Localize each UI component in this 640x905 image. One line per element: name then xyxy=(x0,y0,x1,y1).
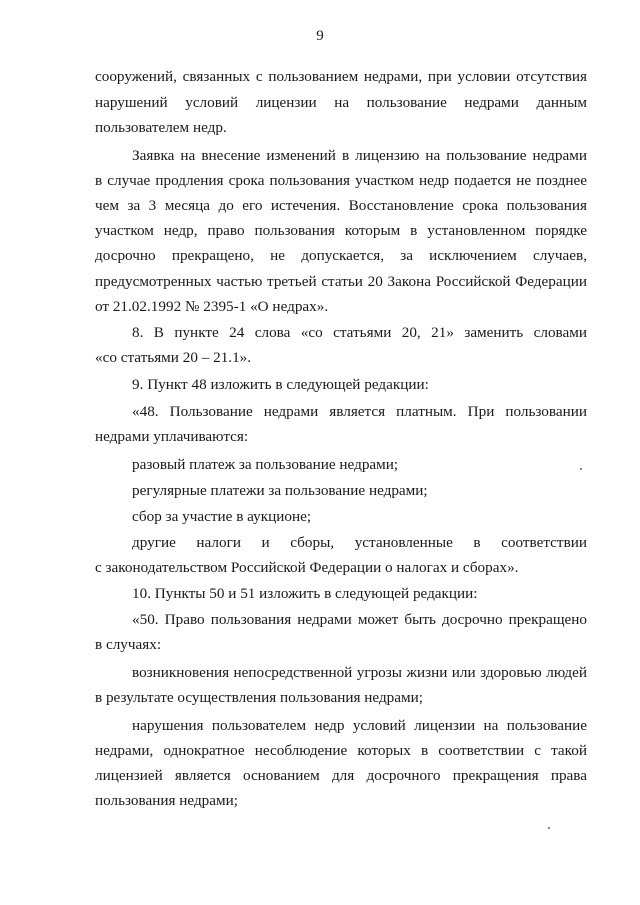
text-line: предусмотренных частью третьей статьи 20 Закона Российской Федерации xyxy=(95,273,587,290)
scan-speck xyxy=(580,468,582,470)
text-line: сбор за участие в аукционе; xyxy=(132,508,312,525)
text-line: нарушения пользователем недр условий лицензии на пользование xyxy=(132,717,587,734)
text-line: «со статьями 20 – 21.1». xyxy=(95,349,252,366)
text-line: сооружений, связанных с пользованием недрами, при условии отсутствия xyxy=(95,68,587,85)
text-line: от 21.02.1992 № 2395-1 «О недрах». xyxy=(95,298,329,315)
text-line: разовый платеж за пользование недрами; xyxy=(132,456,399,473)
text-line: другие налоги и сборы, установленные в соответствии xyxy=(132,534,587,551)
text-line: лицензией является основанием для досрочного прекращения права xyxy=(95,767,587,784)
text-line: «50. Право пользования недрами может быть досрочно прекращено xyxy=(132,611,587,628)
text-line: «48. Пользование недрами является платным. При пользовании xyxy=(132,403,587,420)
text-line: в результате осуществления пользования недрами; xyxy=(95,689,423,706)
text-line: Заявка на внесение изменений в лицензию на пользование недрами xyxy=(132,147,587,164)
text-line: досрочно прекращено, не допускается, за исключением случаев, xyxy=(95,247,587,264)
text-line: возникновения непосредственной угрозы жизни или здоровью людей xyxy=(132,664,587,681)
text-line: пользования недрами; xyxy=(95,792,238,809)
scan-speck xyxy=(548,827,550,829)
text-line: в случае продления срока пользования участком недр подается не позднее xyxy=(95,172,587,189)
text-line: с законодательством Российской Федерации о налогах и сборах». xyxy=(95,559,519,576)
page-number: 9 xyxy=(316,28,324,44)
text-line: участком недр, право пользования которым в установленном порядке xyxy=(95,222,587,239)
text-line: чем за 3 месяца до его истечения. Восстановление срока пользования xyxy=(95,197,587,214)
text-line: 9. Пункт 48 изложить в следующей редакции: xyxy=(132,376,429,393)
text-line: в случаях: xyxy=(95,636,162,653)
text-line: пользователем недр. xyxy=(95,119,227,136)
text-line: недрами, однократное несоблюдение которых в соответствии с такой xyxy=(95,742,587,759)
text-line: недрами уплачиваются: xyxy=(95,428,249,445)
text-line: регулярные платежи за пользование недрами; xyxy=(132,482,428,499)
text-line: 8. В пункте 24 слова «со статьями 20, 21» заменить словами xyxy=(132,324,587,341)
text-line: нарушений условий лицензии на пользование недрами данным xyxy=(95,94,587,111)
text-line: 10. Пункты 50 и 51 изложить в следующей редакции: xyxy=(132,585,478,602)
